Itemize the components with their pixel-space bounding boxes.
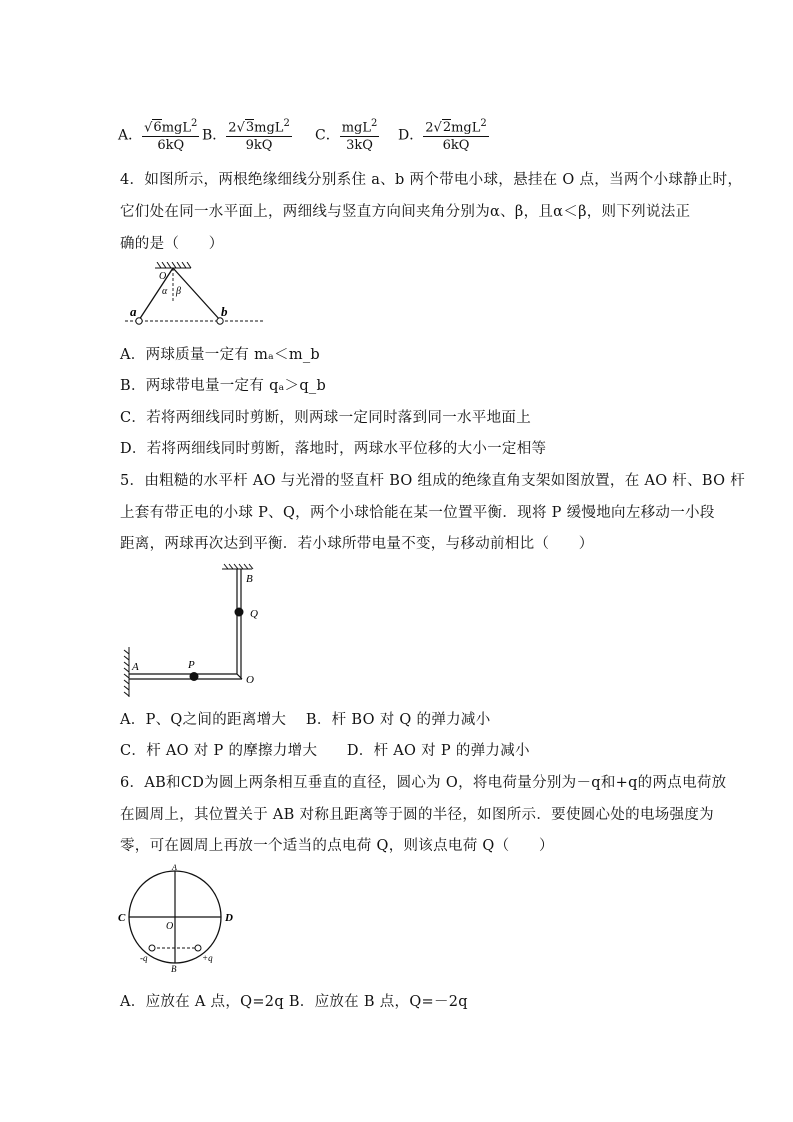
label-b: B bbox=[171, 964, 177, 974]
ball-a bbox=[136, 318, 142, 324]
q5-stem-line1: 5．由粗糙的水平杆 AO 与光滑的竖直杆 BO 组成的绝缘直角支架如图放置，在 AO 杆、BO 杆 bbox=[120, 473, 746, 489]
q4-stem-line2: 它们处在同一水平面上，两细线与竖直方向间夹角分别为α、β，且α＜β，则下列说法正 bbox=[120, 204, 691, 220]
label-alpha: α bbox=[162, 286, 168, 297]
q4-option-c[interactable]: C．若将两细线同时剪断，则两球一定同时落到同一水平地面上 bbox=[120, 410, 531, 426]
q5-figure bbox=[122, 562, 272, 702]
label-p: P bbox=[188, 659, 195, 671]
label-neg-q: -q bbox=[140, 953, 148, 963]
label-a: A bbox=[172, 863, 177, 872]
charge-pos bbox=[195, 945, 201, 951]
q5-stem-line3: 距离，两球再次达到平衡．若小球所带电量不变，与移动前相比（ ） bbox=[120, 536, 594, 552]
charge-neg bbox=[149, 945, 155, 951]
q6-figure bbox=[118, 862, 248, 974]
label-o: O bbox=[166, 921, 174, 932]
ball-p bbox=[190, 672, 199, 681]
q4-stem-line3: 确的是（ ） bbox=[120, 236, 224, 252]
label-a: a bbox=[130, 304, 137, 319]
label-b: b bbox=[221, 304, 228, 319]
label-o: O bbox=[159, 271, 167, 282]
label-beta: β bbox=[176, 286, 181, 297]
label-b: B bbox=[246, 573, 253, 585]
q3-a-fraction: $\frac{√6mgL^2}{6kQ}$ bbox=[144, 118, 198, 154]
string-a bbox=[139, 268, 173, 320]
q6-stem-line2: 在圆周上，其位置关于 AB 对称且距离等于圆的半径，如图所示．要使圆心处的电场强度为 bbox=[120, 807, 714, 823]
label-d: D bbox=[225, 912, 233, 924]
q3-option-a[interactable]: A． $\frac{√6mgL^2}{6kQ}$ bbox=[118, 118, 198, 154]
q4-option-a[interactable]: A．两球质量一定有 mₐ＜m_b bbox=[120, 347, 321, 363]
label-o: O bbox=[246, 674, 254, 686]
q3-option-c[interactable]: C． $\frac{mgL^2}{3kQ}$ bbox=[315, 118, 378, 154]
label-c: C bbox=[118, 912, 126, 924]
ceiling-hatch bbox=[155, 262, 191, 268]
top-wall-hatch bbox=[222, 564, 253, 569]
q4-figure bbox=[125, 262, 265, 332]
q6-options-row1[interactable]: A．应放在 A 点，Q=2q B．应放在 B 点，Q=－2q bbox=[120, 994, 468, 1010]
q3-option-b[interactable]: B． $\frac{2√3mgL^2}{9kQ}$ bbox=[202, 118, 290, 154]
q3-d-fraction: $\frac{2√2mgL^2}{6kQ}$ bbox=[425, 118, 487, 154]
q3-c-fraction: $\frac{mgL^2}{3kQ}$ bbox=[341, 118, 378, 154]
q5-stem-line2: 上套有带正电的小球 P、Q，两个小球恰能在某一位置平衡．现将 P 缓慢地向左移动一小段 bbox=[120, 505, 715, 521]
q6-stem-line1: 6．AB和CD为圆上两条相互垂直的直径，圆心为 O，将电荷量分别为－q和+q的两点电荷放 bbox=[120, 775, 727, 791]
q3-b-fraction: $\frac{2√3mgL^2}{9kQ}$ bbox=[228, 118, 290, 154]
q3-option-d[interactable]: D． $\frac{2√2mgL^2}{6kQ}$ bbox=[398, 118, 487, 154]
q6-stem-line3: 零，可在圆周上再放一个适当的点电荷 Q，则该点电荷 Q（ ） bbox=[120, 838, 554, 854]
q5-options-row1[interactable]: A．P、Q之间的距离增大 B．杆 BO 对 Q 的弹力减小 bbox=[120, 712, 491, 728]
q5-options-row2[interactable]: C．杆 AO 对 P 的摩擦力增大 D．杆 AO 对 P 的弹力减小 bbox=[120, 743, 530, 759]
ball-q bbox=[235, 608, 244, 617]
q4-stem-line1: 4．如图所示，两根绝缘细线分别系住 a、b 两个带电小球，悬挂在 O 点，当两个小球静止时， bbox=[120, 172, 743, 188]
label-a: A bbox=[132, 661, 139, 673]
label-q: Q bbox=[250, 608, 258, 620]
left-wall-hatch bbox=[124, 647, 129, 697]
label-pos-q: +q bbox=[202, 953, 213, 963]
q4-option-b[interactable]: B．两球带电量一定有 qₐ＞q_b bbox=[120, 378, 327, 394]
q4-option-d[interactable]: D．若将两细线同时剪断，落地时，两球水平位移的大小一定相等 bbox=[120, 441, 547, 457]
